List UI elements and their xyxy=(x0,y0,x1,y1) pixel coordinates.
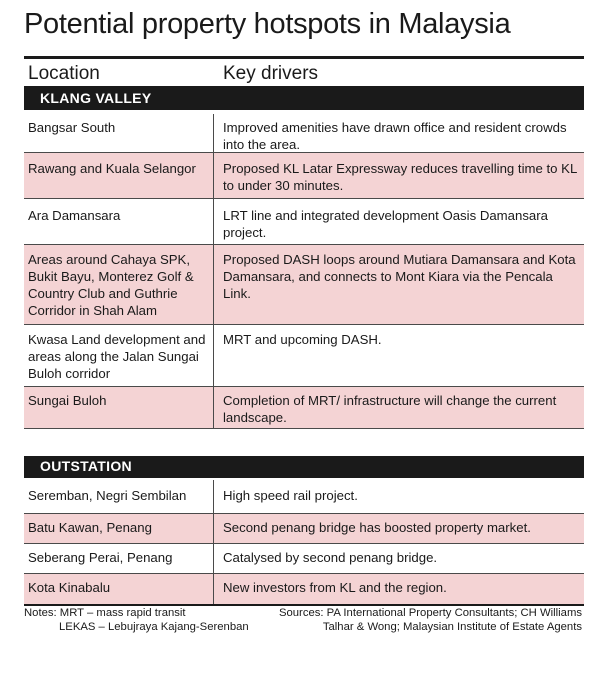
driver-cell: New investors from KL and the region. xyxy=(223,580,447,595)
driver-cell: MRT and upcoming DASH. xyxy=(223,332,382,347)
notes-line-2: LEKAS – Lebujraya Kajang-Serenban xyxy=(59,621,249,633)
location-cell: Sungai Buloh xyxy=(28,393,107,408)
table-row xyxy=(24,245,584,325)
page-title: Potential property hotspots in Malaysia xyxy=(24,8,511,40)
driver-cell: Completion of MRT/ infrastructure will change the current landscape. xyxy=(223,393,557,425)
driver-cell: LRT line and integrated development Oasis Damansara project. xyxy=(223,208,548,240)
table-row xyxy=(24,387,584,429)
driver-cell: Catalysed by second penang bridge. xyxy=(223,550,438,565)
table-row xyxy=(24,574,584,604)
driver-cell: Proposed KL Latar Expressway reduces travelling time to KL to under 30 minutes. xyxy=(223,161,577,193)
table-row xyxy=(24,480,584,514)
driver-cell: Proposed DASH loops around Mutiara Damansara and Kota Damansara, and connects to Mont Kiara via the Pencala Link. xyxy=(223,252,576,301)
table-row xyxy=(24,199,584,245)
table-row xyxy=(24,114,584,153)
section-bar-klang-valley xyxy=(24,88,584,110)
location-cell: Batu Kawan, Penang xyxy=(28,520,152,535)
table-row xyxy=(24,325,584,387)
header-location: Location xyxy=(28,63,100,84)
header-key-drivers: Key drivers xyxy=(223,63,319,84)
notes xyxy=(24,606,284,634)
table-row xyxy=(24,514,584,544)
table-row xyxy=(24,153,584,199)
location-cell: Seberang Perai, Penang xyxy=(28,550,173,565)
location-cell: Areas around Cahaya SPK, Bukit Bayu, Monterez Golf & Country Club and Guthrie Corridor in Shah Alam xyxy=(28,252,194,318)
driver-cell: Improved amenities have drawn office and resident crowds into the area. xyxy=(223,120,567,152)
table-row xyxy=(24,544,584,574)
sources-line-1: Sources: PA International Property Consultants; CH Williams xyxy=(278,607,582,619)
driver-cell: High speed rail project. xyxy=(223,488,358,503)
location-cell: Bangsar South xyxy=(28,120,116,135)
location-cell: Ara Damansara xyxy=(28,208,121,223)
section-label: OUTSTATION xyxy=(40,458,132,474)
location-cell: Rawang and Kuala Selangor xyxy=(28,161,196,176)
section-bar-outstation xyxy=(24,456,584,478)
notes-line-1: Notes: MRT – mass rapid transit xyxy=(24,607,186,619)
sources xyxy=(276,606,582,634)
location-cell: Kota Kinabalu xyxy=(28,580,111,595)
driver-cell: Second penang bridge has boosted property market. xyxy=(223,520,531,535)
section-label: KLANG VALLEY xyxy=(40,90,152,106)
sources-line-2: Talhar & Wong; Malaysian Institute of Estate Agents xyxy=(322,621,582,633)
location-cell: Kwasa Land development and areas along the Jalan Sungai Buloh corridor xyxy=(28,332,206,381)
table-header xyxy=(24,56,584,88)
location-cell: Seremban, Negri Sembilan xyxy=(28,488,187,503)
